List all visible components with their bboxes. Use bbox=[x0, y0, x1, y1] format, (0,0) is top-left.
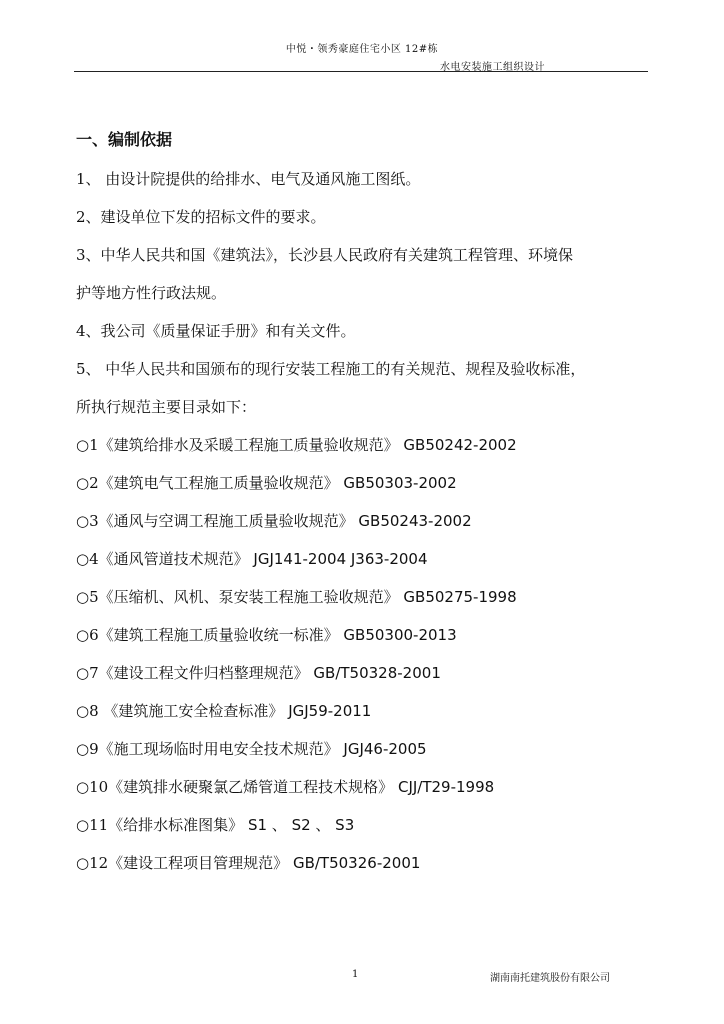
standard-item bbox=[76, 548, 428, 569]
header-document-title: 水电安装施工组织设计 bbox=[440, 62, 545, 73]
section-title: 一、编制依据 bbox=[76, 130, 173, 149]
standard-code: CJJ/T29-1998 bbox=[397, 778, 495, 796]
standard-code: GB50243-2002 bbox=[358, 512, 472, 530]
standard-name: ○6《建筑工程施工质量验收统一标准》 bbox=[76, 626, 339, 644]
page-number: 1 bbox=[352, 969, 359, 980]
standard-name: ○5《压缩机、风机、泵安装工程施工验收规范》 bbox=[76, 588, 399, 606]
standard-code: GB/T50328-2001 bbox=[313, 664, 441, 682]
basis-item: 5、 中华人民共和国颁布的现行安装工程施工的有关规范、规程及验收标准， bbox=[76, 360, 586, 378]
standard-code: JGJ59-2011 bbox=[288, 702, 372, 720]
standard-name: ○4《通风管道技术规范》 bbox=[76, 550, 249, 568]
standard-name: ○8 《建筑施工安全检查标准》 bbox=[76, 702, 284, 720]
standard-code: JGJ141-2004 J363-2004 bbox=[253, 550, 428, 568]
standard-code: GB50303-2002 bbox=[343, 474, 457, 492]
basis-item: 所执行规范主要目录如下： bbox=[76, 398, 257, 416]
standard-name: ○2《建筑电气工程施工质量验收规范》 bbox=[76, 474, 339, 492]
standard-code: GB50300-2013 bbox=[343, 626, 457, 644]
standard-code: GB/T50326-2001 bbox=[292, 854, 421, 872]
standard-item bbox=[76, 472, 457, 493]
standard-item bbox=[76, 738, 427, 759]
standard-item bbox=[76, 434, 517, 455]
basis-item: 3、中华人民共和国《建筑法》，长沙县人民政府有关建筑工程管理、环境保 bbox=[76, 246, 574, 264]
standard-name: ○11《给排水标准图集》 bbox=[76, 816, 244, 834]
basis-item: 2、建设单位下发的招标文件的要求。 bbox=[76, 208, 326, 226]
standard-code: S1 、 S2 、 S3 bbox=[247, 816, 355, 834]
standard-item bbox=[76, 662, 441, 683]
standard-name: ○3《通风与空调工程施工质量验收规范》 bbox=[76, 512, 354, 530]
standard-name: ○9《施工现场临时用电安全技术规范》 bbox=[76, 740, 339, 758]
standard-item bbox=[76, 510, 472, 531]
standard-item bbox=[76, 776, 494, 797]
standard-code: JGJ46-2005 bbox=[343, 740, 427, 758]
standard-name: ○7《建设工程文件归档整理规范》 bbox=[76, 664, 309, 682]
basis-item: 1、 由设计院提供的给排水、电气及通风施工图纸。 bbox=[76, 170, 421, 188]
standard-code: GB50275-1998 bbox=[403, 588, 517, 606]
standard-name: ○12《建设工程项目管理规范》 bbox=[76, 854, 289, 872]
basis-item: 4、我公司《质量保证手册》和有关文件。 bbox=[76, 322, 356, 340]
standard-item bbox=[76, 624, 457, 645]
header-divider bbox=[74, 71, 648, 72]
standard-name: ○1《建筑给排水及采暖工程施工质量验收规范》 bbox=[76, 436, 399, 454]
standard-code: GB50242-2002 bbox=[403, 436, 517, 454]
standard-name: ○10《建筑排水硬聚氯乙烯管道工程技术规格》 bbox=[76, 778, 394, 796]
standard-item bbox=[76, 586, 517, 607]
footer-company-name: 湖南南托建筑股份有限公司 bbox=[490, 973, 610, 984]
basis-item: 护等地方性行政法规。 bbox=[76, 284, 227, 302]
standard-item bbox=[76, 814, 354, 835]
standard-item bbox=[76, 700, 371, 721]
header-project-name: 中悦・领秀豪庭住宅小区 12#栋 bbox=[285, 44, 439, 55]
standard-item bbox=[76, 852, 420, 873]
